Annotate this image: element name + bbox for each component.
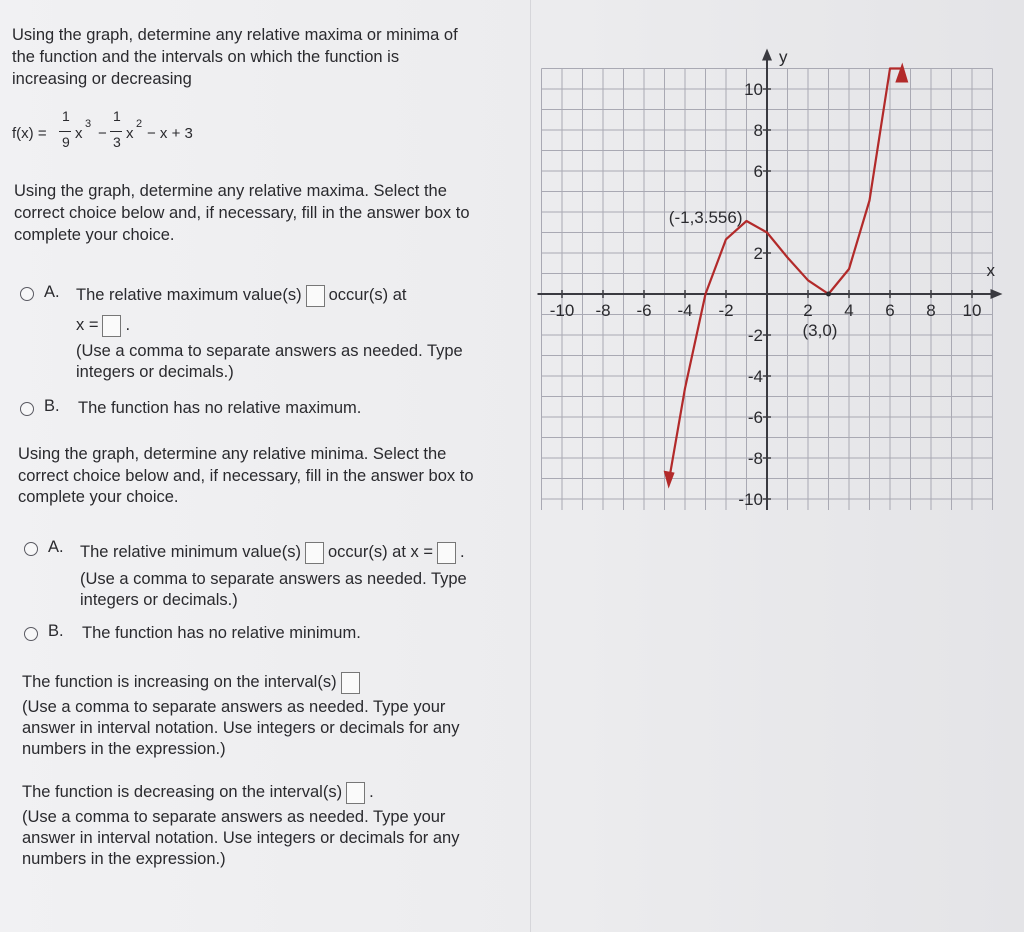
y-axis-label: y <box>779 47 788 67</box>
exp2: 2 <box>136 118 143 130</box>
period: . <box>369 783 374 801</box>
prompt-line-2: the function and the intervals on which the function is <box>12 48 400 66</box>
frac1-numerator: 1 <box>62 108 70 124</box>
frac2-bar <box>110 131 122 132</box>
maxima-x-input[interactable] <box>102 315 121 337</box>
maxima-option-a-row <box>76 284 407 307</box>
x-axis-arrow <box>991 289 1003 299</box>
y-axis-arrow <box>762 49 772 61</box>
minima-option-b-text: The function has no relative minimum. <box>82 624 361 642</box>
y-tick-label: -8 <box>747 449 763 468</box>
curve-arrow-down <box>664 471 675 489</box>
maxima-question-line-3: complete your choice. <box>14 226 175 244</box>
maxima-question-line-2: correct choice below and, if necessary, fill in the answer box to <box>14 204 470 222</box>
maxima-option-a-letter: A. <box>44 283 60 301</box>
maxima-option-a-hint: (Use a comma to separate answers as needed. Type integers or decimals.) <box>76 342 463 381</box>
period: . <box>125 316 131 334</box>
x-tick-label: 2 <box>803 301 813 320</box>
maxima-option-a-text2: occur(s) at <box>328 286 407 304</box>
minima-option-a-text2: occur(s) at x = <box>327 543 433 561</box>
minima-question-line-3: complete your choice. <box>18 488 179 506</box>
frac1-denominator: 9 <box>62 134 70 150</box>
annotation-max-label: (-1,3.556) <box>668 208 743 228</box>
y-tick-label: -4 <box>747 367 763 386</box>
x-tick-label: -8 <box>595 301 611 320</box>
function-graph <box>530 40 1024 510</box>
prompt-line-3: increasing or decreasing <box>12 70 192 88</box>
period: . <box>459 543 465 561</box>
term1: x <box>75 125 83 142</box>
function-curve <box>669 69 903 483</box>
x-tick-label: 10 <box>962 301 982 320</box>
minima-question-line-2: correct choice below and, if necessary, fill in the answer box to <box>18 467 474 485</box>
annotation-min-label: (3,0) <box>802 321 838 340</box>
decreasing-label: The function is decreasing on the interval(s) <box>22 783 343 801</box>
minima-value-input[interactable] <box>305 542 324 564</box>
x-tick-label: 4 <box>844 301 854 320</box>
frac2-numerator: 1 <box>113 108 121 124</box>
exp1: 3 <box>85 118 92 130</box>
maxima-option-a-x-row <box>76 314 130 337</box>
y-tick-label: -10 <box>738 490 763 509</box>
function-expression <box>12 108 272 158</box>
minima-option-a-hint: (Use a comma to separate answers as needed. Type integers or decimals.) <box>80 570 467 609</box>
minima-option-a-radio[interactable] <box>24 542 38 556</box>
annotation-min-point <box>826 292 831 297</box>
maxima-option-b-text: The function has no relative maximum. <box>78 399 362 417</box>
x-tick-label: -4 <box>677 301 693 320</box>
x-tick-label: -10 <box>549 301 575 320</box>
x-tick-label: 6 <box>885 301 895 320</box>
curve-arrow-up <box>895 63 908 83</box>
minima-option-a-text1: The relative minimum value(s) <box>80 543 301 561</box>
frac1-bar <box>59 131 71 132</box>
function-tail: − x + 3 <box>147 125 193 142</box>
x-tick-label: 8 <box>926 301 936 320</box>
frac2-denominator: 3 <box>113 134 121 150</box>
y-tick-label: 8 <box>753 121 763 140</box>
y-tick-label: 10 <box>744 80 763 99</box>
increasing-hint: (Use a comma to separate answers as needed. Type your answer in interval notation. Use integers or decimals for any numbers in the expression.) <box>22 698 460 758</box>
increasing-input[interactable] <box>341 672 360 694</box>
x-tick-label: -2 <box>718 301 734 320</box>
maxima-value-input[interactable] <box>306 285 325 307</box>
minima-option-b-letter: B. <box>48 622 64 640</box>
maxima-option-b-letter: B. <box>44 397 60 415</box>
y-tick-label: -6 <box>747 408 763 427</box>
decreasing-hint: (Use a comma to separate answers as needed. Type your answer in interval notation. Use integers or decimals for any numbers in the expression.) <box>22 808 460 868</box>
x-tick-label: -6 <box>636 301 652 320</box>
y-tick-label: 2 <box>753 244 763 263</box>
maxima-option-a-radio[interactable] <box>20 287 34 301</box>
y-tick-label: 6 <box>753 162 763 181</box>
maxima-x-label: x = <box>76 316 99 334</box>
increasing-label: The function is increasing on the interval(s) <box>22 673 337 691</box>
minima-x-input[interactable] <box>437 542 456 564</box>
minima-option-a-row <box>80 541 465 564</box>
minima-option-b-radio[interactable] <box>24 627 38 641</box>
term2: x <box>126 125 134 142</box>
minima-question-line-1: Using the graph, determine any relative minima. Select the <box>18 445 447 463</box>
increasing-row <box>22 671 364 694</box>
x-axis-label: x <box>986 261 995 280</box>
y-tick-label: -2 <box>747 326 763 345</box>
maxima-question-line-1: Using the graph, determine any relative maxima. Select the <box>14 182 447 200</box>
maxima-option-b-radio[interactable] <box>20 402 34 416</box>
maxima-option-a-text1: The relative maximum value(s) <box>76 286 302 304</box>
prompt-line-1: Using the graph, determine any relative maxima or minima of <box>12 26 458 44</box>
minus-sign: − <box>98 125 107 142</box>
function-lhs: f(x) = <box>12 125 47 142</box>
decreasing-row <box>22 781 374 804</box>
minima-option-a-letter: A. <box>48 538 64 556</box>
decreasing-input[interactable] <box>346 782 365 804</box>
